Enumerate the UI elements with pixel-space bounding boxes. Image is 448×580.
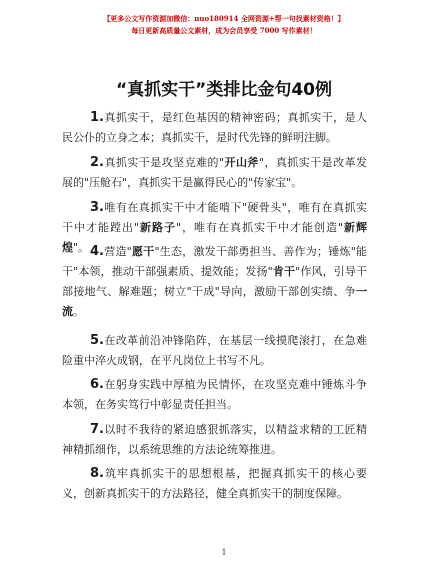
- paragraph-number: 1.: [90, 110, 104, 125]
- paragraph-number: 5.: [90, 333, 104, 348]
- paragraph-text: 唯有在真抓实干中才能啃下"硬骨头"，唯有在真抓实干中才能蹚出": [62, 201, 367, 234]
- bold-phrase: 新辉煌: [62, 221, 368, 254]
- paragraph-7: [62, 420, 367, 460]
- page-number: 1: [221, 548, 227, 557]
- bold-phrase: 一流: [62, 285, 367, 318]
- bold-phrase: 新路子: [139, 221, 177, 234]
- paragraph-number: 7.: [90, 422, 104, 437]
- paragraph-text: "生态，激发干部勇担当、善作为；锤炼"能干"本领，推动干部强素质、提效能；发扬": [62, 245, 368, 278]
- paragraph-8: [62, 464, 367, 504]
- paragraph-text: 在躬身实践中厚植为民情怀，在攻坚克难中锤炼斗争本领，在务实笃行中彰显责任担当。: [62, 378, 367, 411]
- paragraph-number: 8.: [90, 466, 104, 481]
- bold-phrase: 肯干: [272, 265, 296, 278]
- bold-phrase: 开山斧: [224, 156, 259, 169]
- paragraph-5: [62, 331, 367, 371]
- promo-banner-line-2: 每日更新高质量公文素材，成为会员享受 7000 写作素材！: [131, 26, 317, 35]
- paragraph-text: 营造": [103, 245, 132, 258]
- paragraph-text: "，真抓实干是改革发展的"压舱石"，真抓实干是赢得民心的"传家宝"。: [62, 156, 368, 189]
- bold-phrase: 愿干: [131, 245, 155, 258]
- paragraph-number: 3.: [90, 200, 104, 215]
- paragraph-text: "，唯有在真抓实干中才能创造": [176, 221, 344, 234]
- document-title: “真抓实干”类排比金句40例: [115, 80, 332, 100]
- paragraph-text: "。: [73, 241, 90, 254]
- paragraph-text: "作风，引导干部接地气、解难题；树立"干成"导向，激励干部创实绩、争: [62, 265, 368, 298]
- paragraph-6: [62, 375, 367, 415]
- paragraph-text: 在改革前沿冲锋陷阵，在基层一线摸爬滚打，在急难险重中淬火成钢，在平凡岗位上书写不凡。: [62, 334, 367, 367]
- paragraph-number: 6.: [90, 377, 104, 392]
- paragraph-text: 以时不我待的紧迫感狠抓落实，以精益求精的工匠精神精抓细作，以系统思维的方法论统筹推进。: [62, 423, 367, 456]
- paragraph-1: [62, 108, 367, 148]
- paragraph-4: [62, 242, 367, 322]
- paragraph-text: 。: [73, 305, 84, 318]
- paragraph-2: [62, 153, 367, 193]
- paragraph-text: 筑牢真抓实干的思想根基，把握真抓实干的核心要义，创新真抓实干的方法路径，健全真抓实干的制度保障。: [62, 467, 367, 500]
- paragraph-number: 4.: [90, 244, 104, 259]
- promo-banner-line-1: 【更多公文写作资源加微信：nuo180914 全网资源+帮一句找素材资格！】: [103, 14, 345, 23]
- paragraph-text: 真抓实干是攻坚克难的": [103, 156, 225, 169]
- paragraph-number: 2.: [90, 155, 104, 170]
- paragraph-text: 真抓实干，是红色基因的精神密码；真抓实干，是人民公仆的立身之本；真抓实干，是时代先锋的鲜明注脚。: [62, 111, 367, 144]
